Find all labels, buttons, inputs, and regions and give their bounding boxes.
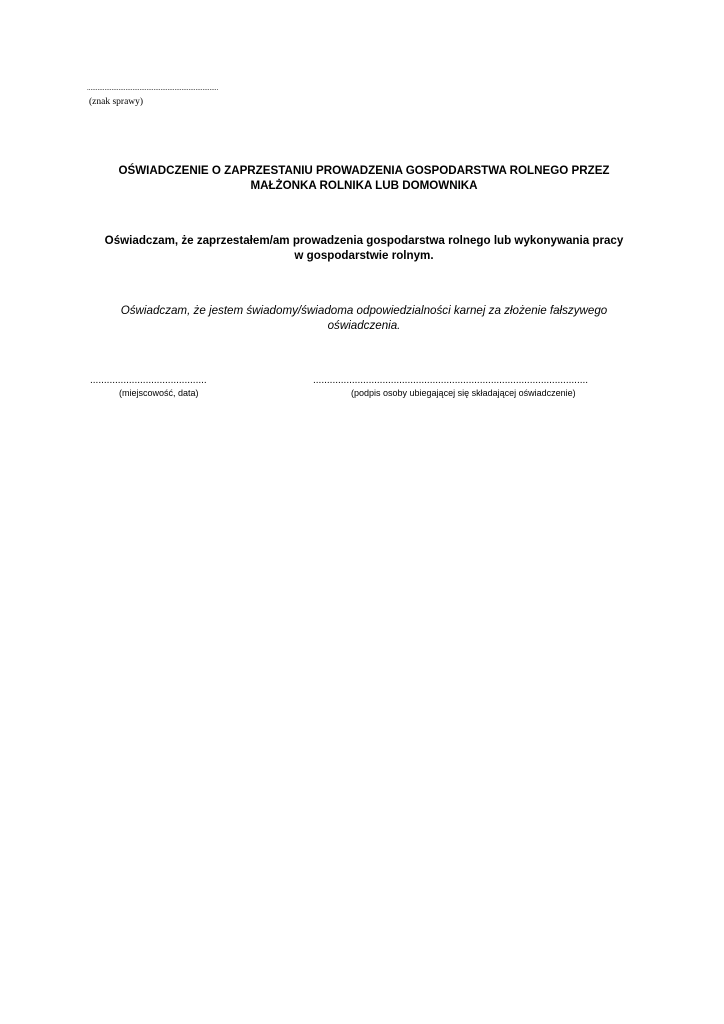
liability-line-1: Oświadczam, że jestem świadomy/świadoma odpowiedzialności karnej za złożenie fałszywego xyxy=(120,304,608,317)
declaration-line-1: Oświadczam, że zaprzestałem/am prowadzenia gospodarstwa rolnego lub wykonywania pracy xyxy=(104,234,624,247)
declaration-statement xyxy=(80,233,648,263)
declaration-line-2: w gospodarstwie rolnym. xyxy=(294,249,434,262)
place-date-line: .......................................... xyxy=(90,375,207,386)
liability-line-2: oświadczenia. xyxy=(327,319,401,332)
case-number-label: (znak sprawy) xyxy=(89,97,144,107)
place-date-label: (miejscowość, data) xyxy=(119,388,199,398)
liability-statement xyxy=(80,303,648,333)
title-line-1: OŚWIADCZENIE O ZAPRZESTANIU PROWADZENIA GOSPODARSTWA ROLNEGO PRZEZ xyxy=(118,164,610,177)
signature-line: ................................................................................................... xyxy=(313,375,589,386)
signature-label: (podpis osoby ubiegającej się składającej oświadczenie) xyxy=(351,388,576,398)
document-title xyxy=(80,163,648,193)
case-number-line: ........................................................................... xyxy=(87,84,219,92)
title-line-2: MAŁŻONKA ROLNIKA LUB DOMOWNIKA xyxy=(250,179,478,192)
